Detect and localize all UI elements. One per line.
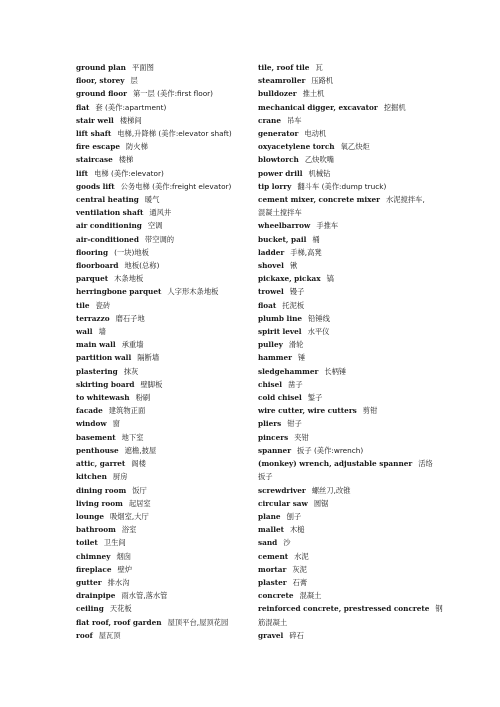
term-english: toilet	[76, 538, 98, 548]
term-chinese: 镐	[326, 274, 334, 284]
term-chinese: 电梯 (美作:elevator)	[94, 168, 164, 178]
glossary-entry	[258, 127, 430, 140]
glossary-entry	[76, 206, 254, 219]
term-chinese: 手推车	[316, 221, 339, 231]
term-english: mechanical digger, excavator	[258, 102, 378, 112]
term-english: to whitewash	[76, 393, 130, 403]
term-english: central heating	[76, 195, 139, 205]
term-chinese: 壁脚板	[140, 379, 163, 389]
term-chinese: 混凝土	[299, 591, 322, 601]
term-chinese: 窗	[112, 419, 120, 429]
glossary-entry-continuation	[258, 470, 430, 483]
glossary-entry	[76, 431, 254, 444]
glossary-entry	[76, 510, 254, 523]
glossary-entry	[76, 285, 254, 298]
glossary-entry	[258, 576, 430, 589]
glossary-entry	[76, 351, 254, 364]
term-chinese: 瓦	[315, 63, 323, 72]
term-english: goods lift	[76, 181, 115, 191]
glossary-entry	[258, 523, 430, 536]
term-chinese: 楼梯	[118, 155, 134, 165]
glossary-entry	[76, 550, 254, 563]
term-english: cold chisel	[258, 393, 302, 403]
term-chinese: 压路机	[311, 76, 334, 86]
term-english: wheelbarrow	[258, 221, 311, 231]
glossary-entry	[76, 378, 254, 391]
term-chinese: 墙	[98, 327, 106, 337]
term-chinese: 隔断墙	[137, 353, 160, 363]
term-chinese: 电梯,升降梯 (美作:elevator shaft)	[117, 129, 232, 139]
term-chinese: 氧乙炔炬	[340, 142, 370, 152]
term-english: ladder	[258, 247, 285, 257]
term-english: living room	[76, 498, 123, 508]
glossary-entry	[258, 484, 430, 497]
term-chinese: 活络	[418, 459, 433, 469]
term-chinese: 凿子	[288, 379, 303, 389]
term-chinese: 人字形木条地板	[167, 287, 219, 297]
term-chinese: 刨子	[286, 511, 302, 521]
term-chinese: 挖掘机	[383, 102, 406, 112]
glossary-entry	[76, 259, 254, 272]
glossary-entry	[258, 589, 430, 602]
term-chinese: 暖气	[144, 195, 160, 205]
glossary-entry	[258, 431, 430, 444]
term-chinese: 抹灰	[123, 366, 139, 376]
term-english: lift	[76, 168, 89, 178]
glossary-entry	[76, 576, 254, 589]
term-chinese: 木条地板	[114, 274, 144, 284]
term-chinese: 屋瓦顶	[98, 630, 121, 640]
glossary-entry	[76, 444, 254, 457]
term-english: sand	[258, 538, 278, 548]
term-english: lift shaft	[76, 129, 112, 139]
glossary-entry	[258, 365, 430, 378]
glossary-entry	[76, 127, 254, 140]
glossary-entry	[258, 285, 430, 298]
term-chinese: 地下室	[121, 432, 144, 442]
term-chinese: 烟囱	[116, 551, 132, 561]
term-english: fire escape	[76, 142, 120, 152]
term-chinese: 层	[130, 76, 138, 86]
term-chinese: 公务电梯 (美作:freight elevator)	[120, 181, 232, 191]
term-chinese: 浴室	[121, 525, 137, 535]
term-english: bulldozer	[258, 89, 297, 99]
term-chinese: 桶	[312, 234, 320, 244]
term-chinese: 翻斗车 (美作:dump truck)	[297, 181, 387, 191]
term-chinese: 卫生间	[103, 538, 126, 548]
term-english: pickaxe, pickax	[258, 274, 321, 284]
term-english: fireplace	[76, 564, 112, 574]
term-chinese: 托泥板	[282, 300, 305, 310]
glossary-entry	[76, 167, 254, 180]
term-chinese: 乙炔吹嘴	[304, 155, 335, 165]
glossary-entry	[258, 167, 430, 180]
term-chinese: 沙	[283, 538, 291, 548]
glossary-entry	[258, 391, 430, 404]
term-english: partition wall	[76, 353, 132, 363]
glossary-entry	[76, 391, 254, 404]
term-chinese: 粉刷	[135, 393, 151, 403]
term-chinese: 圆锯	[313, 498, 329, 508]
term-english: tile, roof tile	[258, 63, 310, 72]
glossary-entry	[76, 299, 254, 312]
glossary-entry	[76, 616, 254, 629]
glossary-entry	[76, 219, 254, 232]
term-chinese: 钢	[435, 604, 443, 614]
term-chinese: 灰泥	[292, 564, 307, 574]
glossary-entry	[258, 497, 430, 510]
term-chinese: 锹	[289, 261, 298, 271]
glossary-entry	[258, 193, 430, 206]
glossary-entry	[258, 457, 433, 470]
term-english: reinforced concrete, prestressed concrete	[258, 604, 430, 614]
glossary-entry-continuation	[258, 206, 430, 219]
term-chinese: 空调	[147, 221, 163, 231]
glossary-entry	[76, 153, 254, 166]
term-english: flooring	[76, 247, 109, 257]
term-english: cement	[258, 551, 289, 561]
term-english: mallet	[258, 525, 285, 535]
term-chinese: 地板(总称)	[124, 261, 160, 271]
term-english: basement	[76, 432, 116, 442]
glossary-entry	[76, 325, 254, 338]
term-chinese: 镘子	[289, 287, 305, 297]
term-english: kitchen	[76, 472, 107, 482]
term-english: hammer	[258, 353, 292, 363]
term-chinese: 阁楼	[131, 459, 146, 469]
term-english: attic, garret	[76, 459, 126, 469]
right-column	[258, 61, 443, 642]
term-chinese: 水平仪	[307, 327, 330, 337]
term-chinese: 碎石	[289, 630, 304, 640]
term-chinese: 雨水管,落水管	[121, 591, 168, 601]
term-chinese: 电动机	[304, 129, 327, 139]
glossary-entry	[76, 365, 254, 378]
term-english: mortar	[258, 564, 287, 574]
term-english: chimney	[76, 551, 111, 561]
term-english: facade	[76, 406, 103, 416]
glossary-entry	[258, 114, 430, 127]
term-english: flat	[76, 102, 90, 112]
glossary-entry	[258, 629, 430, 642]
term-chinese: 钳子	[287, 419, 302, 429]
glossary-entry	[258, 312, 430, 325]
glossary-entry	[76, 470, 254, 483]
term-english: float	[258, 300, 277, 310]
term-chinese: 长柄锤	[324, 366, 347, 376]
glossary-entry	[76, 338, 254, 351]
glossary-entry	[76, 246, 254, 259]
glossary-entry	[258, 378, 430, 391]
term-english: crane	[258, 115, 281, 125]
term-english: blowtorch	[258, 155, 299, 165]
term-chinese: 手梯,高凳	[290, 247, 322, 257]
term-english: roof	[76, 630, 93, 640]
glossary-entry	[76, 272, 254, 285]
glossary-entry	[76, 312, 254, 325]
term-english: chisel	[258, 379, 283, 389]
term-english: plane	[258, 511, 281, 521]
term-english: gravel	[258, 630, 284, 640]
glossary-entry	[258, 259, 430, 272]
term-english: drainpipe	[76, 591, 116, 601]
term-chinese: 平面图	[131, 63, 154, 72]
term-english: window	[76, 419, 107, 429]
term-english: penthouse	[76, 445, 119, 455]
term-english: herringbone parquet	[76, 287, 162, 297]
glossary-entry	[76, 629, 254, 642]
term-english: plaster	[258, 577, 287, 587]
glossary-entry	[76, 457, 254, 470]
term-english: ground floor	[76, 89, 127, 99]
term-english: plumb line	[258, 313, 303, 323]
glossary-entry	[76, 484, 254, 497]
term-english: pulley	[258, 340, 283, 350]
term-chinese: 第一层 (美作:first floor)	[132, 89, 214, 99]
term-chinese: 剪钳	[362, 406, 378, 416]
glossary-entry	[76, 140, 254, 153]
term-english: air-conditioned	[76, 234, 139, 244]
term-chinese: 壁炉	[117, 564, 133, 574]
glossary-entry	[76, 602, 254, 615]
term-english: power drill	[258, 168, 303, 178]
term-english: screwdriver	[258, 485, 306, 495]
glossary-entry	[76, 417, 254, 430]
term-chinese-continued: 扳子	[258, 472, 273, 482]
term-chinese: 螺丝刀,改锥	[311, 485, 351, 495]
term-english: floorboard	[76, 261, 119, 271]
term-chinese: 厨房	[112, 472, 128, 482]
term-english: pliers	[258, 419, 282, 429]
term-english: bathroom	[76, 525, 116, 535]
term-english: bucket, pail	[258, 234, 307, 244]
glossary-entry	[258, 550, 430, 563]
term-english: sledgehammer	[258, 366, 319, 376]
term-chinese: 承重墙	[121, 340, 144, 350]
term-chinese: 楼梯间	[119, 115, 142, 125]
term-english: gutter	[76, 577, 102, 587]
term-chinese: 夹钳	[294, 432, 309, 442]
term-chinese: 吊车	[286, 115, 302, 125]
term-english: ground plan	[76, 63, 126, 72]
glossary-entry	[76, 536, 254, 549]
glossary-entry	[76, 180, 254, 193]
term-english: wire cutter, wire cutters	[258, 406, 357, 416]
glossary-entry	[258, 338, 430, 351]
term-english: air conditioning	[76, 221, 142, 231]
glossary-entry	[258, 153, 430, 166]
term-english: oxyacetylene torch	[258, 142, 335, 152]
glossary-entry	[258, 233, 430, 246]
term-chinese: 锤	[297, 353, 306, 363]
glossary-entry	[258, 563, 430, 576]
term-chinese: 套 (美作:apartment)	[95, 102, 167, 112]
term-chinese: 起居室	[128, 498, 151, 508]
term-english: tip lorry	[258, 181, 292, 191]
term-english: plastering	[76, 366, 118, 376]
term-chinese: 推土机	[302, 89, 325, 99]
term-english: concrete	[258, 591, 294, 601]
glossary-entry	[258, 246, 430, 259]
glossary-entry-continuation	[258, 616, 430, 629]
term-english: tile	[76, 300, 90, 310]
term-chinese: 磨石子地	[115, 313, 145, 323]
term-chinese: 錾子	[307, 393, 323, 403]
term-english: dining room	[76, 485, 127, 495]
glossary-entry	[258, 510, 430, 523]
glossary-entry	[258, 87, 430, 100]
term-english: circular saw	[258, 498, 308, 508]
glossary-entry	[76, 101, 254, 114]
term-english: lounge	[76, 511, 104, 521]
glossary-entry	[76, 497, 254, 510]
term-chinese: 瓷砖	[95, 300, 111, 310]
glossary-entry	[258, 417, 430, 430]
left-column	[76, 61, 254, 642]
term-english: parquet	[76, 274, 109, 284]
term-chinese: 吸烟室,大厅	[110, 511, 149, 521]
term-chinese: 建筑物正面	[108, 406, 146, 416]
glossary-entry	[258, 325, 430, 338]
term-chinese: 天花板	[109, 604, 132, 614]
glossary-entry	[76, 563, 254, 576]
term-chinese: 木槌	[290, 525, 305, 535]
term-english: (monkey) wrench, adjustable spanner	[258, 459, 413, 469]
term-english: ceiling	[76, 604, 104, 614]
glossary-entry	[258, 180, 430, 193]
glossary-entry	[76, 87, 254, 100]
glossary-entry	[258, 404, 430, 417]
glossary-entry	[258, 299, 430, 312]
term-english: skirting board	[76, 379, 135, 389]
term-chinese: 屋顶平台,屋顶花园	[167, 617, 229, 627]
glossary-entry	[258, 61, 430, 74]
term-chinese: 排水沟	[107, 577, 130, 587]
glossary-entry	[258, 536, 430, 549]
term-english: ventilation shaft	[76, 208, 144, 218]
term-english: pincers	[258, 432, 289, 442]
term-chinese: 扳子 (美作:wrench)	[297, 445, 364, 455]
term-chinese: 水泥	[294, 551, 309, 561]
term-chinese: 通风井	[149, 208, 172, 218]
term-english: trowel	[258, 287, 284, 297]
term-english: spirit level	[258, 327, 302, 337]
glossary-entry	[258, 602, 443, 615]
term-english: cement mixer, concrete mixer	[258, 195, 380, 205]
term-english: steamroller	[258, 76, 306, 86]
glossary-entry	[258, 444, 430, 457]
glossary-entry	[76, 74, 254, 87]
glossary-entry	[258, 219, 430, 232]
term-english: staircase	[76, 155, 113, 165]
glossary-entry	[76, 589, 254, 602]
term-english: generator	[258, 129, 299, 139]
glossary-entry	[76, 523, 254, 536]
term-chinese-continued: 混凝土搅拌车	[258, 208, 302, 218]
term-chinese-continued: 筋混凝土	[258, 617, 288, 627]
term-chinese: 机械钻	[308, 168, 331, 178]
glossary-entry	[258, 74, 430, 87]
term-chinese: 石膏	[292, 577, 308, 587]
glossary-entry	[76, 193, 254, 206]
term-english: shovel	[258, 261, 284, 271]
term-english: main wall	[76, 340, 116, 350]
glossary-entry	[76, 233, 254, 246]
term-chinese: 带空调的	[144, 234, 175, 244]
glossary-entry	[258, 351, 430, 364]
glossary-entry	[76, 404, 254, 417]
term-chinese: 滑轮	[288, 340, 304, 350]
term-chinese: 水泥搅拌车,	[385, 195, 425, 205]
term-chinese: 饭厅	[132, 485, 147, 495]
glossary-entry	[76, 61, 254, 74]
term-chinese: 防火梯	[126, 142, 148, 152]
term-english: wall	[76, 327, 93, 337]
term-english: flat roof, roof garden	[76, 617, 162, 627]
term-english: floor, storey	[76, 76, 125, 86]
term-english: terrazzo	[76, 313, 110, 323]
term-english: stair well	[76, 115, 114, 125]
term-chinese: 铅锤线	[308, 313, 330, 323]
term-english: spanner	[258, 445, 292, 455]
term-chinese: (一块)地板	[114, 247, 149, 257]
glossary-entry	[258, 272, 430, 285]
glossary-entry	[76, 114, 254, 127]
term-chinese: 遮檐,披屋	[124, 445, 157, 455]
glossary-entry	[258, 140, 430, 153]
glossary-entry	[258, 101, 430, 114]
